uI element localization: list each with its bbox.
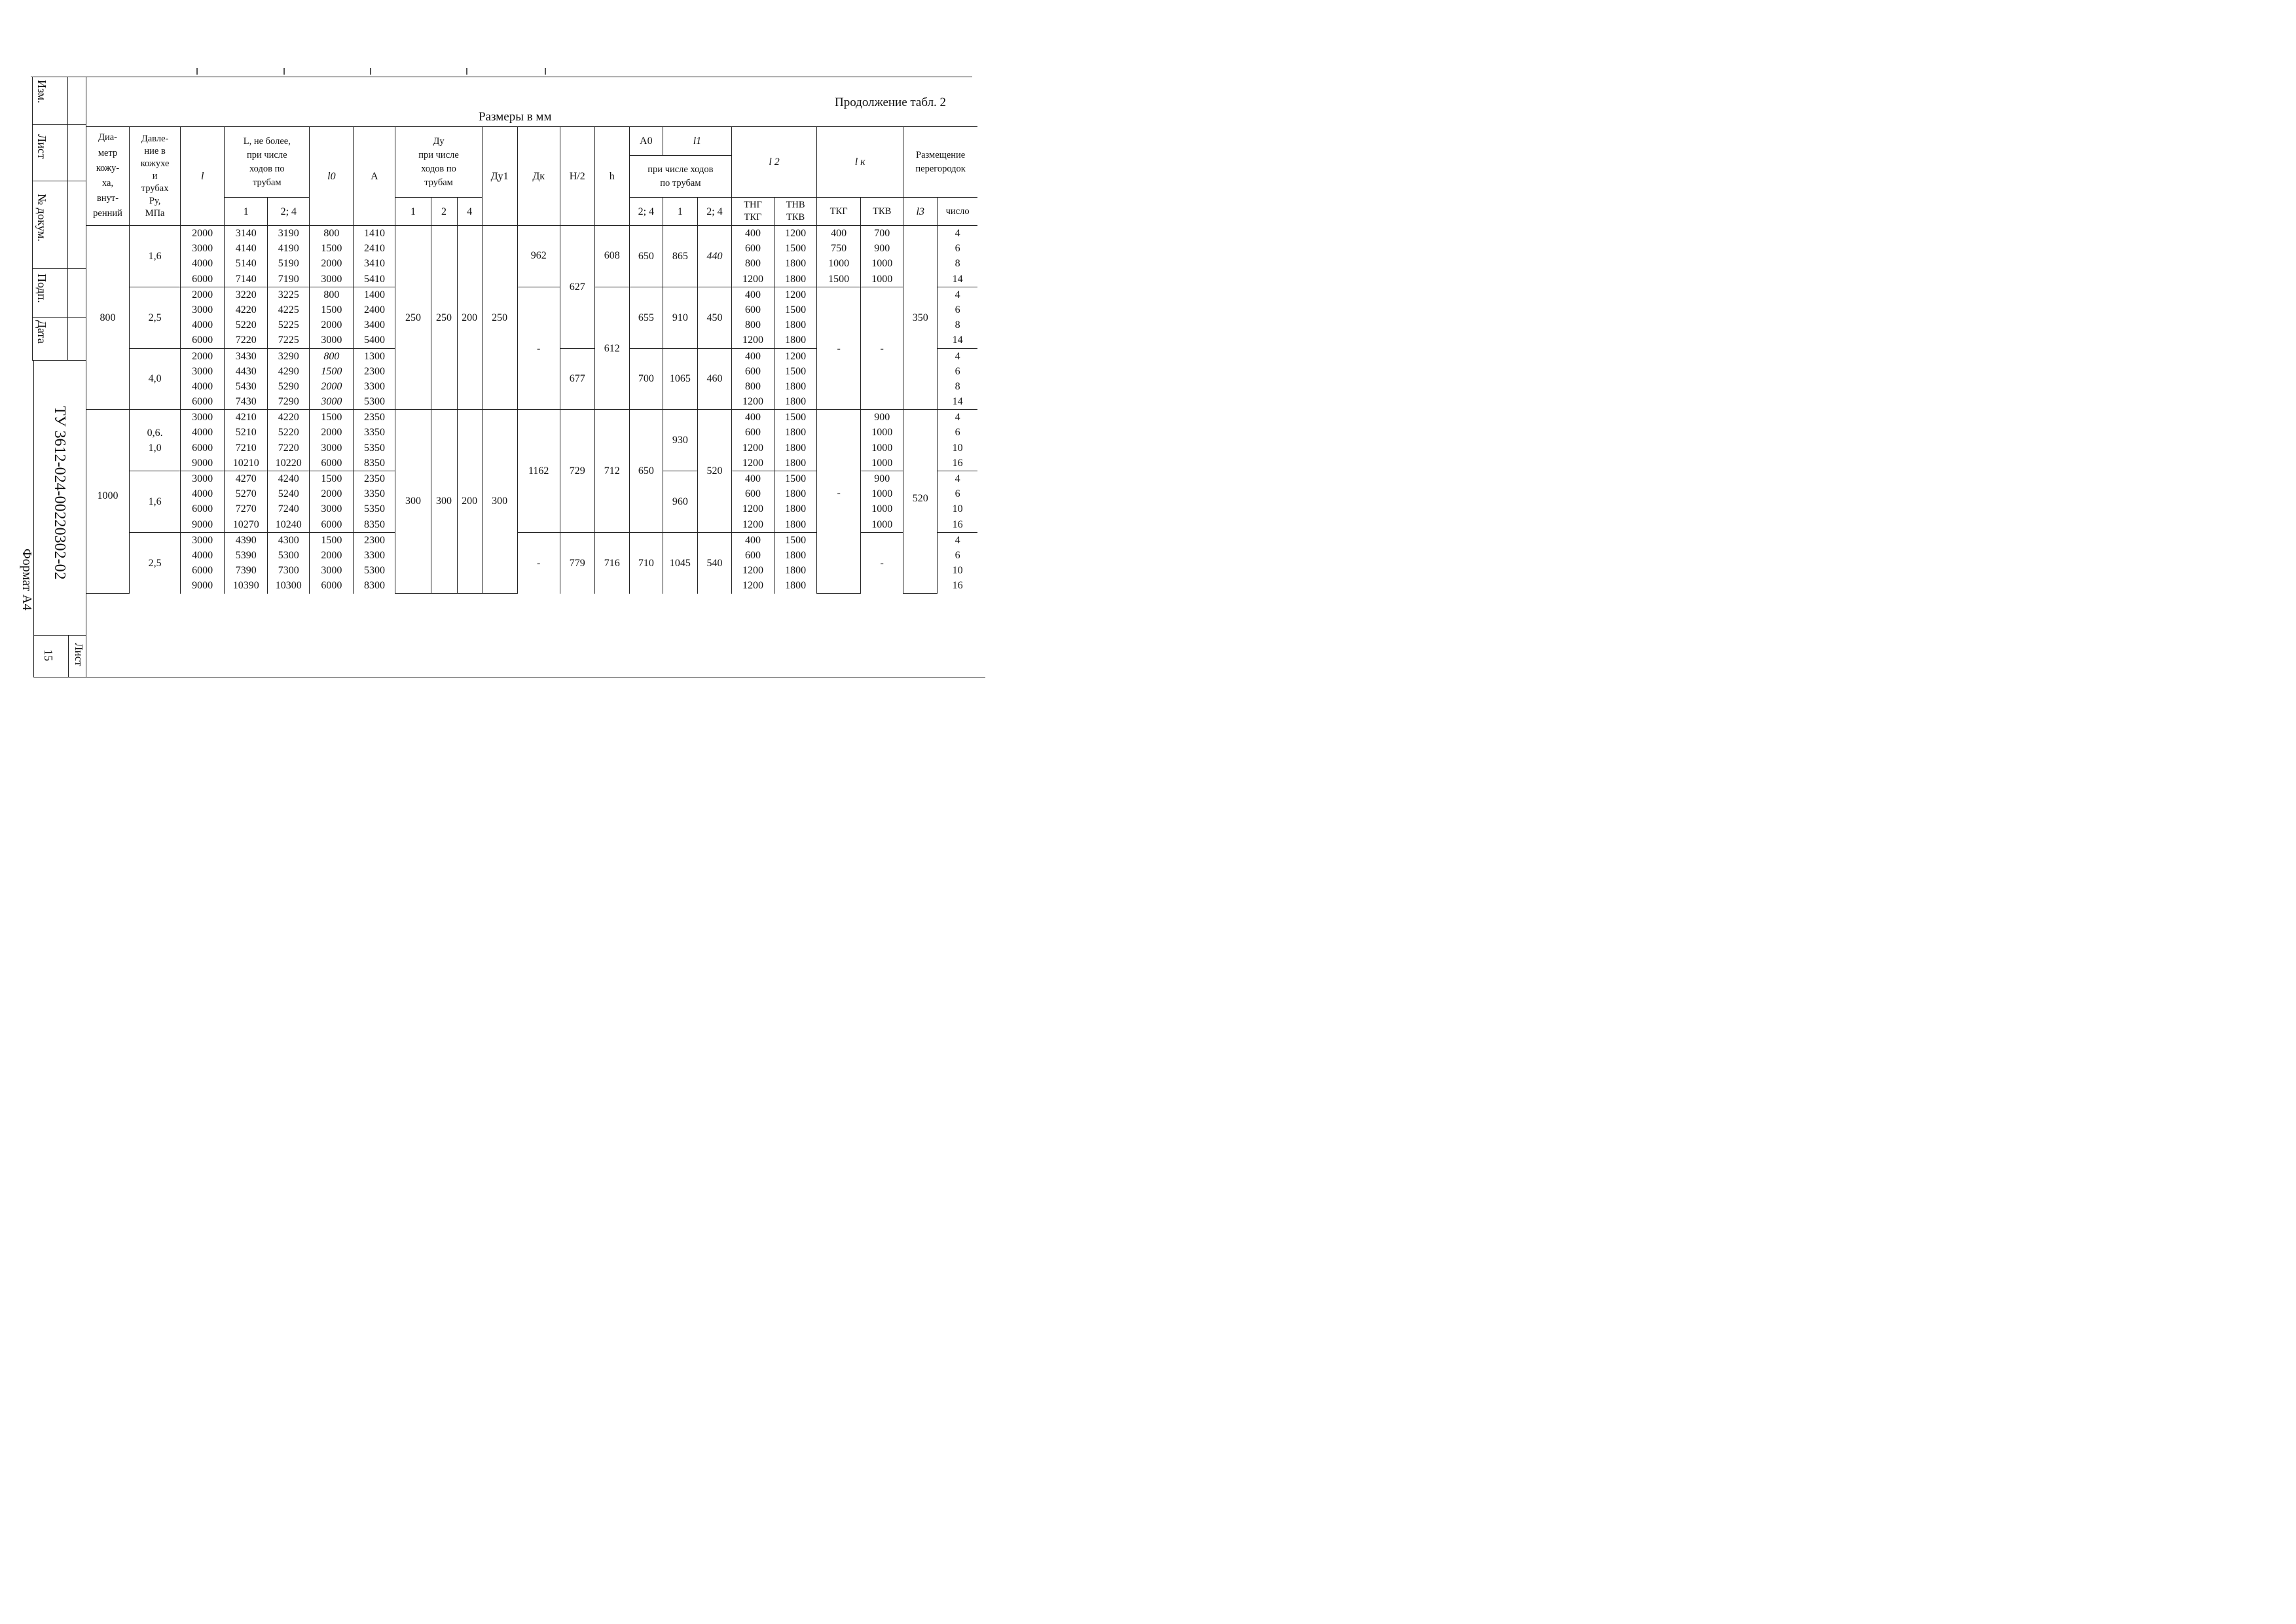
header-L-24: 2; 4: [268, 198, 310, 226]
cell-l2b-values: 1200 1500 1800 1800: [774, 287, 817, 348]
cell-lkb-values: 900 1000 1000 1000: [861, 410, 903, 471]
stamp-sign-label: Подп.: [35, 274, 48, 303]
cell-pressure: 1,6: [130, 226, 181, 287]
cell-l1-24: 520: [697, 410, 731, 533]
cell-lka-values: 400 750 1000 1500: [817, 226, 861, 287]
cell-count-values: 4 6 10 16: [938, 532, 977, 593]
stamp-date-label: Дата: [35, 320, 48, 344]
cell-l2a-values: 400 600 1200 1200: [731, 410, 774, 471]
cell-l2a-values: 400 600 1200 1200: [731, 471, 774, 533]
cell-A-values: 2350 3350 5350 8350: [354, 471, 395, 533]
cell-l2b-values: 1500 1800 1800 1800: [774, 532, 817, 593]
cell-l-values: 3000 4000 6000 9000: [181, 471, 225, 533]
cell-L24-values: 4300 5300 7300 10300: [268, 532, 310, 593]
cell-L1-values: 3220 4220 5220 7220: [225, 287, 268, 348]
continuation-caption: Продолжение табл. 2: [835, 96, 947, 109]
header-l2-tng: ТНГ ТКГ: [731, 198, 774, 226]
document-code: ТУ 3612-024-00220302-02: [51, 406, 68, 580]
tick-mark: [370, 68, 371, 75]
cell-l-values: 3000 4000 6000 9000: [181, 410, 225, 471]
cell-L24-values: 3290 4290 5290 7290: [268, 348, 310, 410]
header-partition-placement: Размещение перегородок: [903, 127, 977, 198]
cell-l1-1: 960: [663, 471, 697, 533]
cell-H2: 627: [560, 226, 594, 349]
cell-h: 716: [594, 532, 629, 593]
cell-l3: 520: [903, 410, 938, 594]
cell-l2b-values: 1500 1800 1800 1800: [774, 410, 817, 471]
cell-l0-values: 800 1500 2000 3000: [310, 226, 354, 287]
cell-A-values: 1300 2300 3300 5300: [354, 348, 395, 410]
cell-l2a-values: 400 600 800 1200: [731, 348, 774, 410]
cell-a0: 650: [629, 410, 663, 533]
header-du-1: 1: [395, 198, 431, 226]
cell-l2a-values: 400 600 800 1200: [731, 226, 774, 287]
tick-mark: [466, 68, 467, 75]
cell-l3: 350: [903, 226, 938, 410]
header-count: число: [938, 198, 977, 226]
header-H2: Н/2: [560, 127, 594, 226]
header-du-4: 4: [457, 198, 482, 226]
cell-h: 608: [594, 226, 629, 287]
header-l1-24: 2; 4: [697, 198, 731, 226]
cell-count-values: 4 6 8 14: [938, 226, 977, 287]
cell-L24-values: 4240 5240 7240 10240: [268, 471, 310, 533]
cell-A-values: 2300 3300 5300 8300: [354, 532, 395, 593]
header-l: l: [181, 127, 225, 226]
cell-l0-values: 1500 2000 3000 6000: [310, 410, 354, 471]
cell-du1: 250: [395, 226, 431, 410]
cell-l2a-values: 400 600 800 1200: [731, 287, 774, 348]
tick-mark: [283, 68, 285, 75]
units-caption: Размеры в мм: [479, 110, 552, 124]
cell-l1-1: 910: [663, 287, 697, 348]
cell-H2: 677: [560, 348, 594, 410]
cell-l1-1: 1045: [663, 532, 697, 593]
cell-l1-1: 930: [663, 410, 697, 471]
cell-lka: -: [817, 287, 861, 410]
cell-du4: 200: [457, 226, 482, 410]
cell-dy1: 300: [482, 410, 517, 594]
cell-h: 612: [594, 287, 629, 410]
cell-L24-values: 3190 4190 5190 7190: [268, 226, 310, 287]
cell-A-values: 2350 3350 5350 8350: [354, 410, 395, 471]
header-Du: Ду при числе ходов по трубам: [395, 127, 482, 198]
header-h: h: [594, 127, 629, 226]
cell-count-values: 4 6 10 16: [938, 471, 977, 533]
cell-l0-values: 1500 2000 3000 6000: [310, 532, 354, 593]
cell-count-values: 4 6 8 14: [938, 287, 977, 348]
cell-l0-values: 800 1500 2000 3000: [310, 287, 354, 348]
cell-a0: 700: [629, 348, 663, 410]
header-l2-tnv: ТНВ ТКВ: [774, 198, 817, 226]
header-l1-1: 1: [663, 198, 697, 226]
header-lk-tkv: ТКВ: [861, 198, 903, 226]
cell-L1-values: 3430 4430 5430 7430: [225, 348, 268, 410]
header-du-2: 2: [431, 198, 457, 226]
cell-count-values: 4 6 8 14: [938, 348, 977, 410]
cell-shell-1000: 1000: [86, 410, 130, 594]
cell-pressure: 0,6. 1,0: [130, 410, 181, 471]
cell-l0-values: 800 1500 2000 3000: [310, 348, 354, 410]
cell-pressure: 1,6: [130, 471, 181, 533]
cell-dk: -: [517, 287, 560, 410]
cell-count-values: 4 6 10 16: [938, 410, 977, 471]
cell-lkb-values: 700 900 1000 1000: [861, 226, 903, 287]
header-Dy1: Ду1: [482, 127, 517, 226]
header-l2: l 2: [731, 127, 816, 198]
header-A0: А0: [629, 127, 663, 156]
cell-l-values: 3000 4000 6000 9000: [181, 532, 225, 593]
paper-format-label: Формат А4: [20, 549, 34, 611]
tick-mark: [545, 68, 546, 75]
stamp-list-label: Лист: [35, 134, 48, 159]
cell-a0: 655: [629, 287, 663, 348]
cell-pressure: 4,0: [130, 348, 181, 410]
cell-l2a-values: 400 600 1200 1200: [731, 532, 774, 593]
cell-L1-values: 4390 5390 7390 10390: [225, 532, 268, 593]
header-l0: l0: [310, 127, 354, 226]
cell-l1-1: 1065: [663, 348, 697, 410]
cell-dk: 962: [517, 226, 560, 287]
header-passes: при числе ходов по трубам: [629, 156, 731, 198]
tick-mark: [196, 68, 198, 75]
cell-l-values: 2000 3000 4000 6000: [181, 226, 225, 287]
cell-pressure: 2,5: [130, 532, 181, 593]
cell-l1-1: 865: [663, 226, 697, 287]
cell-lkb-values: 900 1000 1000 1000: [861, 471, 903, 533]
header-l3: l3: [903, 198, 938, 226]
cell-H2: 779: [560, 532, 594, 593]
cell-lka: -: [817, 410, 861, 594]
header-L-max: L, не более, при числе ходов по трубам: [225, 127, 310, 198]
header-pressure: Давле- ние в кожухе и трубах Ру, МПа: [130, 127, 181, 226]
cell-a0: 710: [629, 532, 663, 593]
stamp-izm-label: Изм.: [35, 80, 48, 103]
cell-a0: 650: [629, 226, 663, 287]
cell-du4: 200: [457, 410, 482, 594]
cell-l1-24: 450: [697, 287, 731, 348]
cell-H2: 729: [560, 410, 594, 533]
cell-du1: 300: [395, 410, 431, 594]
header-lk: l к: [817, 127, 903, 198]
cell-L24-values: 4220 5220 7220 10220: [268, 410, 310, 471]
header-l1: l1: [663, 127, 731, 156]
cell-A-values: 1410 2410 3410 5410: [354, 226, 395, 287]
header-A: А: [354, 127, 395, 226]
cell-L1-values: 4210 5210 7210 10210: [225, 410, 268, 471]
cell-shell-800: 800: [86, 226, 130, 410]
cell-dk: 1162: [517, 410, 560, 533]
sheet-label: Лист: [73, 643, 85, 666]
cell-l-values: 2000 3000 4000 6000: [181, 348, 225, 410]
cell-l2b-values: 1500 1800 1800 1800: [774, 471, 817, 533]
stamp-docno-label: № докум.: [35, 194, 48, 242]
cell-l0-values: 1500 2000 3000 6000: [310, 471, 354, 533]
header-L-1: 1: [225, 198, 268, 226]
cell-l-values: 2000 3000 4000 6000: [181, 287, 225, 348]
sheet-number: 15: [42, 649, 55, 661]
cell-A-values: 1400 2400 3400 5400: [354, 287, 395, 348]
dimensions-table: [86, 126, 977, 594]
cell-L24-values: 3225 4225 5225 7225: [268, 287, 310, 348]
header-a0-24: 2; 4: [629, 198, 663, 226]
cell-L1-values: 3140 4140 5140 7140: [225, 226, 268, 287]
cell-L1-values: 4270 5270 7270 10270: [225, 471, 268, 533]
cell-l1-24: 440: [697, 226, 731, 287]
header-Dk: Дк: [517, 127, 560, 226]
cell-l1-24: 460: [697, 348, 731, 410]
cell-l1-24: 540: [697, 532, 731, 593]
cell-lkb: -: [861, 532, 903, 593]
cell-pressure: 2,5: [130, 287, 181, 348]
cell-l2b-values: 1200 1500 1800 1800: [774, 348, 817, 410]
cell-lkb: -: [861, 287, 903, 410]
cell-h: 712: [594, 410, 629, 533]
cell-du2: 300: [431, 410, 457, 594]
header-lk-tkg: ТКГ: [817, 198, 861, 226]
cell-l2b-values: 1200 1500 1800 1800: [774, 226, 817, 287]
cell-dk: -: [517, 532, 560, 593]
header-shell-diameter: Диа- метр кожу- ха, внут- ренний: [86, 127, 130, 226]
cell-dy1: 250: [482, 226, 517, 410]
cell-du2: 250: [431, 226, 457, 410]
